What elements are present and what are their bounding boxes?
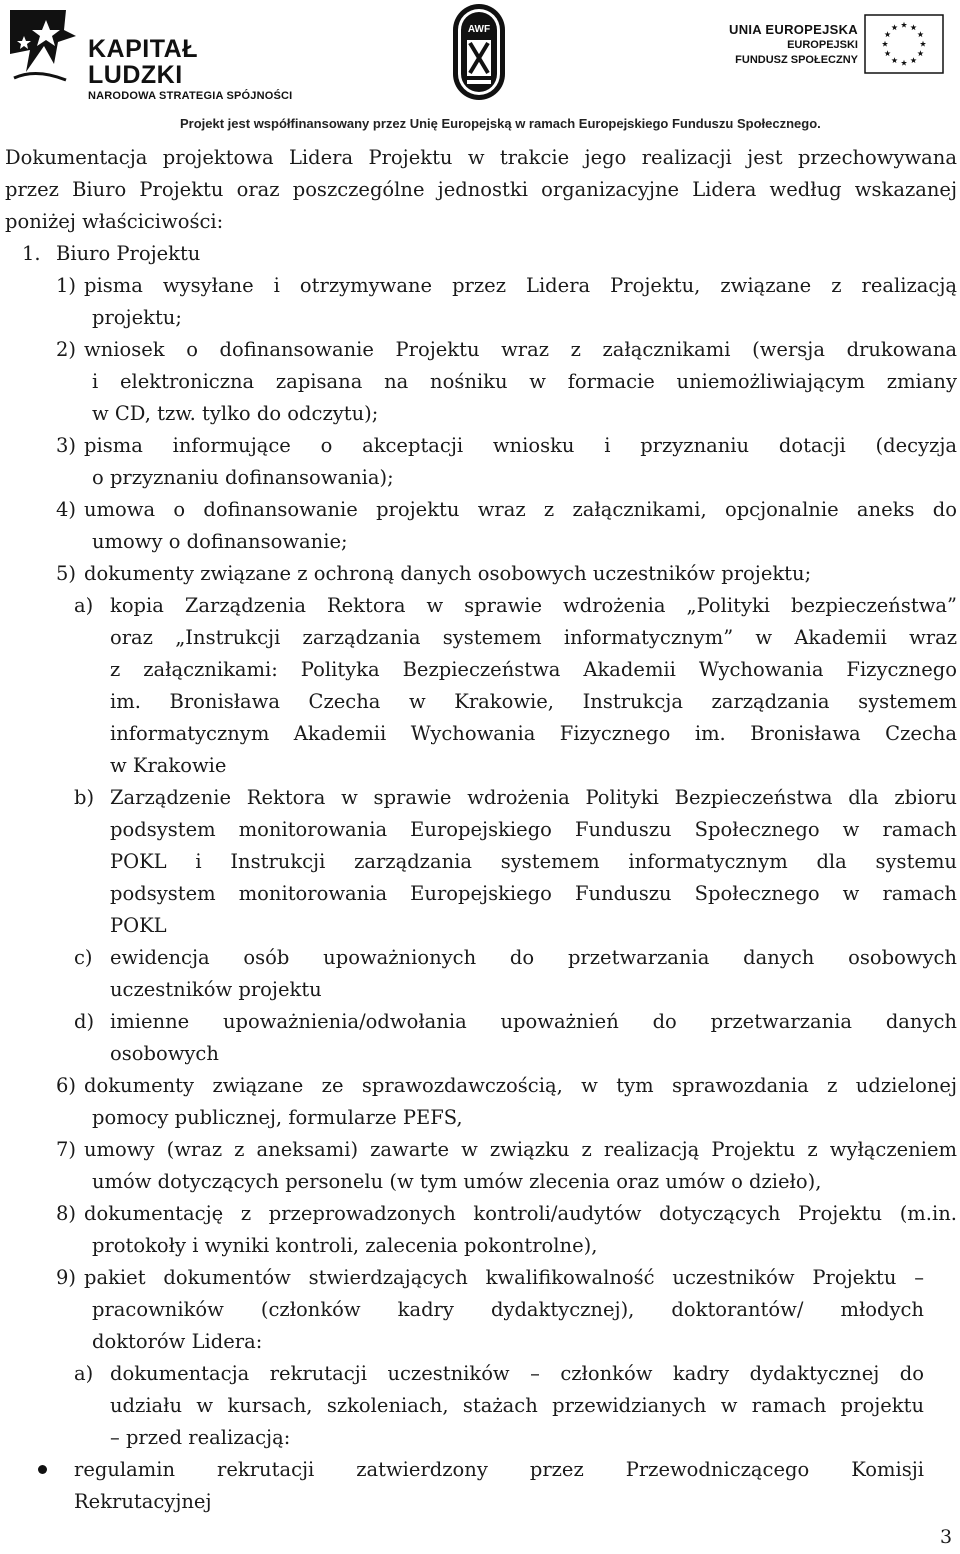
item-text: i elektroniczna zapisana na nośniku w formacie uniemożliwiającym zmiany [92,370,957,393]
kapital-ludzki-subtitle: NARODOWA STRATEGIA SPÓJNOŚCI [88,90,293,102]
item-number: 7) [56,1138,77,1161]
item-number: 1) [56,274,77,297]
eu-line2: EUROPEJSKI [787,39,858,51]
subitem-text: POKL i Instrukcji zarządzania systemem informatycznym dla systemu [110,850,957,873]
section-number: 1. [22,242,41,265]
eu-flag-icon [864,14,944,74]
item-number: 8) [56,1202,77,1225]
item-text: umowa o dofinansowanie projektu wraz z załącznikami, opcjonalnie aneks do [84,498,957,521]
item-number: 3) [56,434,77,457]
subitem-letter: a) [74,594,94,617]
subitem-text: oraz „Instrukcji zarządzania systemem informatycznym” w Akademii wraz [110,626,957,649]
section-title: Biuro Projektu [56,242,201,265]
item-text: wniosek o dofinansowanie Projektu wraz z załącznikami (wersja drukowana [84,338,957,361]
item-number: 5) [56,562,77,585]
item-text: projektu; [92,306,182,329]
item-text: umów dotyczących personelu (w tym umów zlecenia oraz umów o dzieło), [92,1170,822,1193]
item-number: 4) [56,498,77,521]
cofinance-note: Projekt jest współfinansowany przez Unię Europejską w ramach Europejskiego Funduszu Społecznego. [180,116,821,131]
item-text: dokumentację z przeprowadzonych kontroli/audytów dotyczących Projektu (m.in. [84,1202,957,1225]
item-text: pracowników (członków kadry dydaktycznej), doktorantów/ młodych [92,1298,924,1321]
subitem-text: osobowych [110,1042,219,1065]
item-text: dokumenty związane ze sprawozdawczością, w tym sprawozdania z udzielonej [84,1074,957,1097]
bullet-text: regulamin rekrutacji zatwierdzony przez Przewodniczącego Komisji [74,1458,924,1481]
subitem-text: informatycznym Akademii Wychowania Fizycznego im. Bronisława Czecha [110,722,957,745]
item-text: dokumenty związane z ochroną danych osobowych uczestników projektu; [84,562,812,585]
subitem-text: dokumentacja rekrutacji uczestników – członków kadry dydaktycznej do [110,1362,924,1385]
item-text: pakiet dokumentów stwierdzających kwalifikowalność uczestników Projektu – [84,1266,924,1289]
subitem-text: udziału w kursach, szkoleniach, stażach przewidzianych w ramach projektu [110,1394,924,1417]
subitem-text: ewidencja osób upoważnionych do przetwarzania danych osobowych [110,946,957,969]
kapital-ludzki-logo [6,6,296,102]
subitem-text: podsystem monitorowania Europejskiego Funduszu Społecznego w ramach [110,882,957,905]
item-number: 2) [56,338,77,361]
subitem-letter: c) [74,946,93,969]
awf-emblem-icon [449,0,509,104]
item-number: 9) [56,1266,77,1289]
kapital-ludzki-title: KAPITAŁ LUDZKI [88,35,198,89]
awf-label: AWF [467,24,491,35]
subitem-text: im. Bronisława Czecha w Krakowie, Instrukcja zarządzania systemem [110,690,957,713]
bullet-icon [38,1465,47,1474]
subitem-text: POKL [110,914,167,937]
subitem-letter: d) [74,1010,95,1033]
page-header [0,0,960,140]
page-number: 3 [940,1526,953,1548]
subitem-text: uczestników projektu [110,978,322,1001]
item-text: w CD, tzw. tylko do odczytu); [92,402,379,425]
item-text: protokoły i wyniki kontroli, zalecenia pokontrolne), [92,1234,598,1257]
subitem-letter: b) [74,786,95,809]
subitem-text: imienne upoważnienia/odwołania upoważnień do przetwarzania danych [110,1010,957,1033]
intro-line: Dokumentacja projektowa Lidera Projektu w trakcie jego realizacji jest przechowywana [5,146,957,169]
eu-line3: FUNDUSZ SPOŁECZNY [735,54,858,66]
kapital-ludzki-emblem-icon [6,6,84,86]
item-number: 6) [56,1074,77,1097]
item-text: doktorów Lidera: [92,1330,263,1353]
subitem-text: podsystem monitorowania Europejskiego Funduszu Społecznego w ramach [110,818,957,841]
eu-title: UNIA EUROPEJSKA [729,22,858,37]
item-text: pisma wysyłane i otrzymywane przez Lidera Projektu, związane z realizacją [84,274,957,297]
item-text: umowy o dofinansowanie; [92,530,348,553]
subitem-text: Zarządzenie Rektora w sprawie wdrożenia Polityki Bezpieczeństwa dla zbioru [110,786,957,809]
intro-line: przez Biuro Projektu oraz poszczególne jednostki organizacyjne Lidera według wskazanej [5,178,957,201]
awf-logo [449,0,509,104]
subitem-text: – przed realizacją: [110,1426,291,1449]
eu-logo [712,14,952,84]
subitem-text: z załącznikami: Polityka Bezpieczeństwa Akademii Wychowania Fizycznego [110,658,957,681]
subitem-text: w Krakowie [110,754,227,777]
item-text: o przyznaniu dofinansowania); [92,466,394,489]
intro-line: poniżej właściciwości: [5,210,224,233]
item-text: pomocy publicznej, formularze PEFS, [92,1106,463,1129]
item-text: umowy (wraz z aneksami) zawarte w związku z realizacją Projektu z wyłączeniem [84,1138,957,1161]
bullet-text: Rekrutacyjnej [74,1490,212,1513]
subitem-text: kopia Zarządzenia Rektora w sprawie wdrożenia „Polityki bezpieczeństwa” [110,594,957,617]
subitem-letter: a) [74,1362,94,1385]
item-text: pisma informujące o akceptacji wniosku i przyznaniu dotacji (decyzja [84,434,957,457]
